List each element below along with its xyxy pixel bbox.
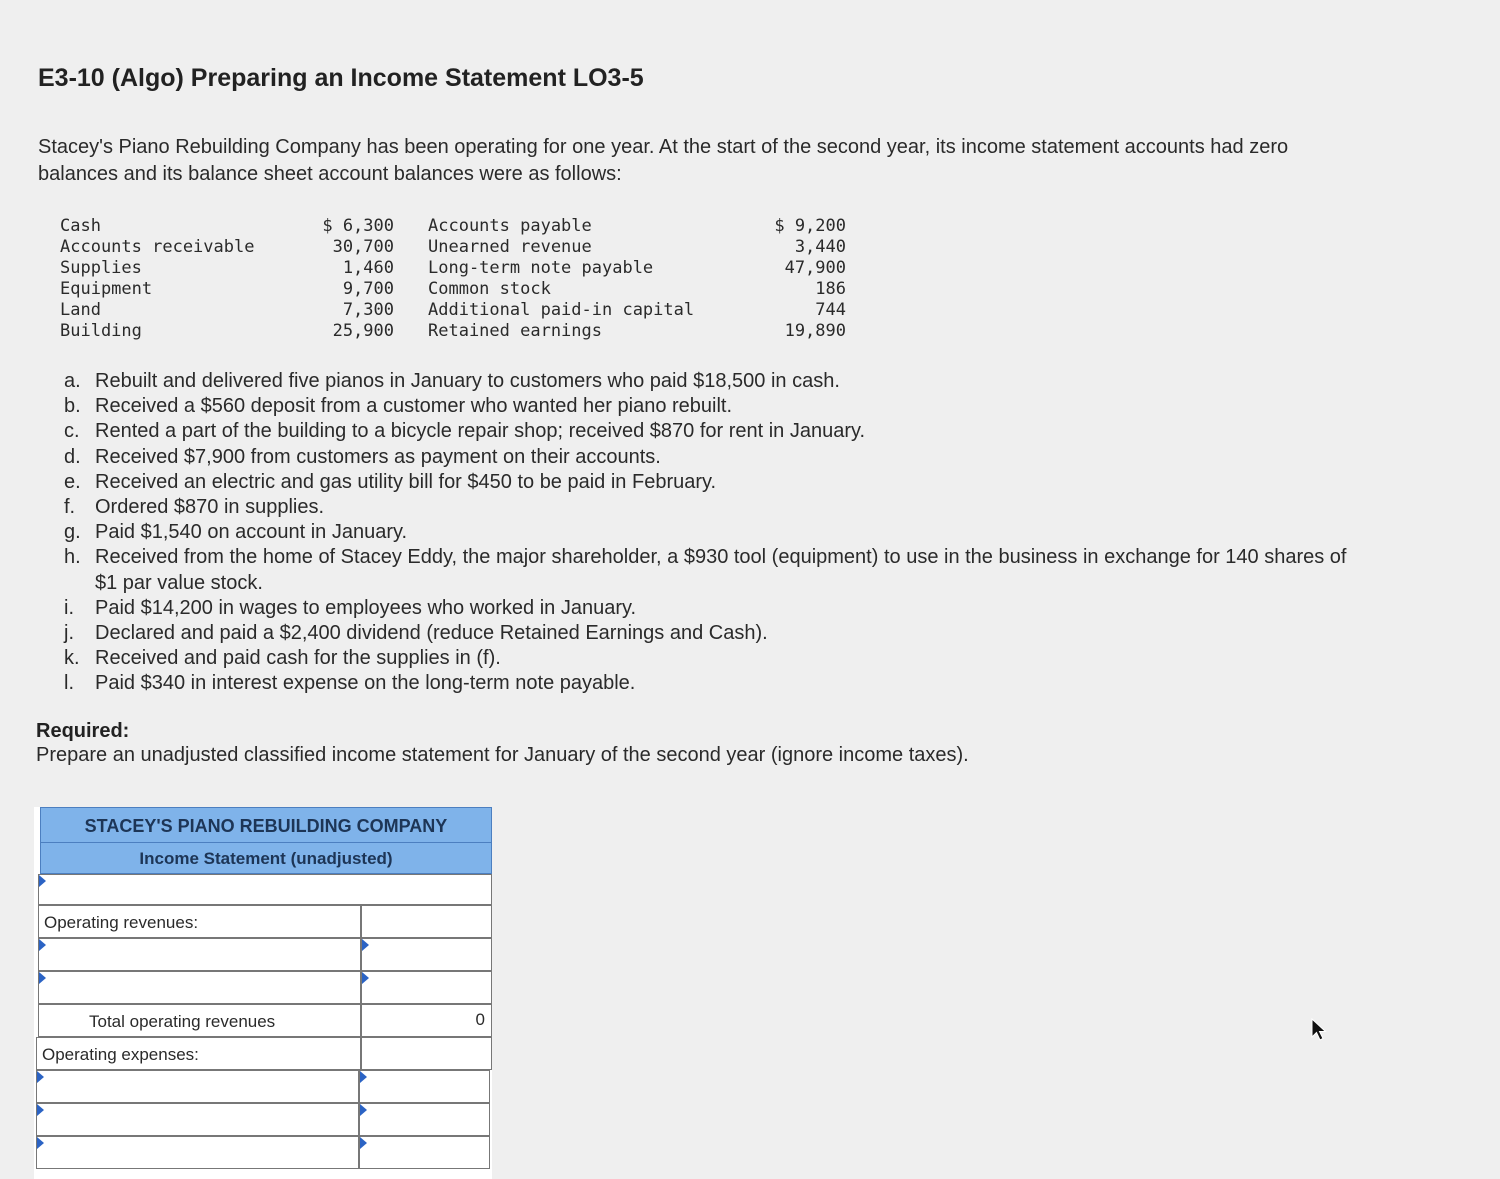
balance-name: Retained earnings: [428, 321, 602, 341]
balance-right-values: [740, 216, 846, 342]
transaction-text: Rebuilt and delivered five pianos in January to customers who paid $18,500 in cash.: [95, 370, 840, 392]
operating-expenses-blank-cell: [361, 1037, 492, 1070]
transaction-text: Received and paid cash for the supplies in (f).: [95, 647, 501, 670]
total-operating-revenues-value: 0: [475, 1010, 485, 1029]
balance-name: Supplies: [60, 258, 142, 278]
list-item: [64, 545, 1364, 595]
balance-value: 9,700: [342, 279, 394, 299]
list-item: [64, 495, 1364, 520]
balance-name: Accounts payable: [428, 216, 592, 236]
revenue-account-input-2[interactable]: [38, 971, 361, 1004]
list-item: [64, 520, 1364, 545]
total-operating-revenues-label: Total operating revenues: [89, 1012, 276, 1031]
balance-name: Common stock: [428, 279, 551, 299]
transaction-letter: l.: [64, 672, 74, 695]
list-item: [64, 621, 1364, 646]
revenue-account-input-1[interactable]: [38, 938, 361, 971]
operating-expenses-label: Operating expenses:: [42, 1045, 199, 1064]
total-operating-revenues-label-cell: [38, 1004, 361, 1037]
transaction-letter: e.: [64, 470, 81, 493]
balance-value: 19,890: [784, 321, 846, 341]
revenue-amount-input-2[interactable]: [361, 971, 492, 1004]
total-operating-revenues-value-cell: [361, 1004, 492, 1037]
list-item: [64, 369, 1364, 394]
balance-value: 744: [815, 300, 846, 320]
operating-revenues-blank-cell: [361, 905, 492, 938]
expense-amount-input-3[interactable]: [359, 1136, 490, 1169]
transaction-text: Paid $14,200 in wages to employees who worked in January.: [95, 596, 637, 619]
list-item: [64, 596, 1364, 621]
balance-value: 25,900: [332, 321, 394, 341]
transaction-letter: a.: [64, 370, 81, 392]
balance-right-names: [428, 216, 694, 342]
operating-expenses-label-cell: [36, 1037, 361, 1070]
transaction-letter: c.: [64, 420, 80, 443]
transaction-letter: d.: [64, 445, 81, 468]
transaction-letter: k.: [64, 647, 80, 670]
transaction-text: Paid $1,540 on account in January.: [95, 521, 408, 544]
transaction-text: Received from the home of Stacey Eddy, the major shareholder, a $930 tool (equipment) to use in the business in exchange for 140 shares of $1 par value stock.: [95, 546, 1347, 594]
balance-name: Land: [60, 300, 101, 320]
list-item: [64, 646, 1364, 671]
list-item: [64, 470, 1364, 495]
balance-name: Long-term note payable: [428, 258, 654, 278]
required-label: Required:: [36, 720, 130, 742]
balance-name: Accounts receivable: [60, 237, 255, 257]
expense-amount-input-1[interactable]: [359, 1070, 490, 1103]
balance-name: Equipment: [60, 279, 153, 299]
balance-value: 47,900: [784, 258, 846, 278]
transaction-letter: g.: [64, 521, 81, 544]
balance-value: 1,460: [342, 258, 394, 278]
transaction-text: Received $7,900 from customers as payment on their accounts.: [95, 445, 661, 468]
header-divider: [41, 842, 491, 843]
operating-revenues-label-cell: [38, 905, 361, 938]
transaction-text: Paid $340 in interest expense on the long-term note payable.: [95, 672, 636, 695]
transaction-text: Received an electric and gas utility bill for $450 to be paid in February.: [95, 470, 717, 493]
statement-period-input[interactable]: [38, 874, 492, 905]
balance-value: $ 9,200: [774, 216, 846, 236]
required-text: Prepare an unadjusted classified income statement for January of the second year (ignore income taxes).: [36, 744, 969, 766]
list-item: [64, 394, 1364, 419]
balance-value: 186: [815, 279, 846, 299]
statement-subtitle: Income Statement (unadjusted): [139, 849, 393, 868]
page-title: E3-10 (Algo) Preparing an Income Statement LO3-5: [38, 64, 644, 92]
statement-company-name: STACEY'S PIANO REBUILDING COMPANY: [84, 816, 448, 836]
transaction-text: Received a $560 deposit from a customer who wanted her piano rebuilt.: [95, 395, 733, 418]
expense-account-input-1[interactable]: [36, 1070, 359, 1103]
transaction-letter: f.: [64, 496, 76, 519]
expense-account-input-3[interactable]: [36, 1136, 359, 1169]
list-item: [64, 419, 1364, 444]
list-item: [64, 671, 1364, 696]
income-statement-worksheet: [34, 807, 492, 1179]
mouse-pointer-icon: [1311, 1018, 1327, 1042]
expense-account-input-2[interactable]: [36, 1103, 359, 1136]
balance-value: 7,300: [342, 300, 394, 320]
balance-name: Cash: [60, 216, 101, 236]
transaction-letter: b.: [64, 395, 81, 418]
statement-header: [40, 807, 492, 874]
balance-value: $ 6,300: [322, 216, 394, 236]
transaction-text: Ordered $870 in supplies.: [95, 496, 325, 519]
transaction-letter: h.: [64, 546, 81, 569]
balance-name: Additional paid-in capital: [428, 300, 695, 320]
balance-name: Unearned revenue: [428, 237, 592, 257]
balance-left-values: [300, 216, 394, 342]
balance-left-names: [60, 216, 254, 342]
operating-revenues-label: Operating revenues:: [44, 913, 199, 932]
balance-name: Building: [60, 321, 142, 341]
transaction-text: Declared and paid a $2,400 dividend (reduce Retained Earnings and Cash).: [95, 622, 768, 645]
revenue-amount-input-1[interactable]: [361, 938, 492, 971]
transaction-text: Rented a part of the building to a bicycle repair shop; received $870 for rent in January.: [95, 420, 866, 443]
balance-value: 30,700: [332, 237, 394, 257]
transaction-letter: j.: [64, 622, 74, 645]
list-item: [64, 445, 1364, 470]
balance-value: 3,440: [794, 237, 846, 257]
transaction-letter: i.: [64, 596, 74, 619]
expense-amount-input-2[interactable]: [359, 1103, 490, 1136]
transaction-list: [64, 369, 1364, 697]
problem-intro: Stacey's Piano Rebuilding Company has been operating for one year. At the start of the second year, its income statement accounts had zero balances and its balance sheet account balances were as follows:: [38, 136, 1289, 185]
